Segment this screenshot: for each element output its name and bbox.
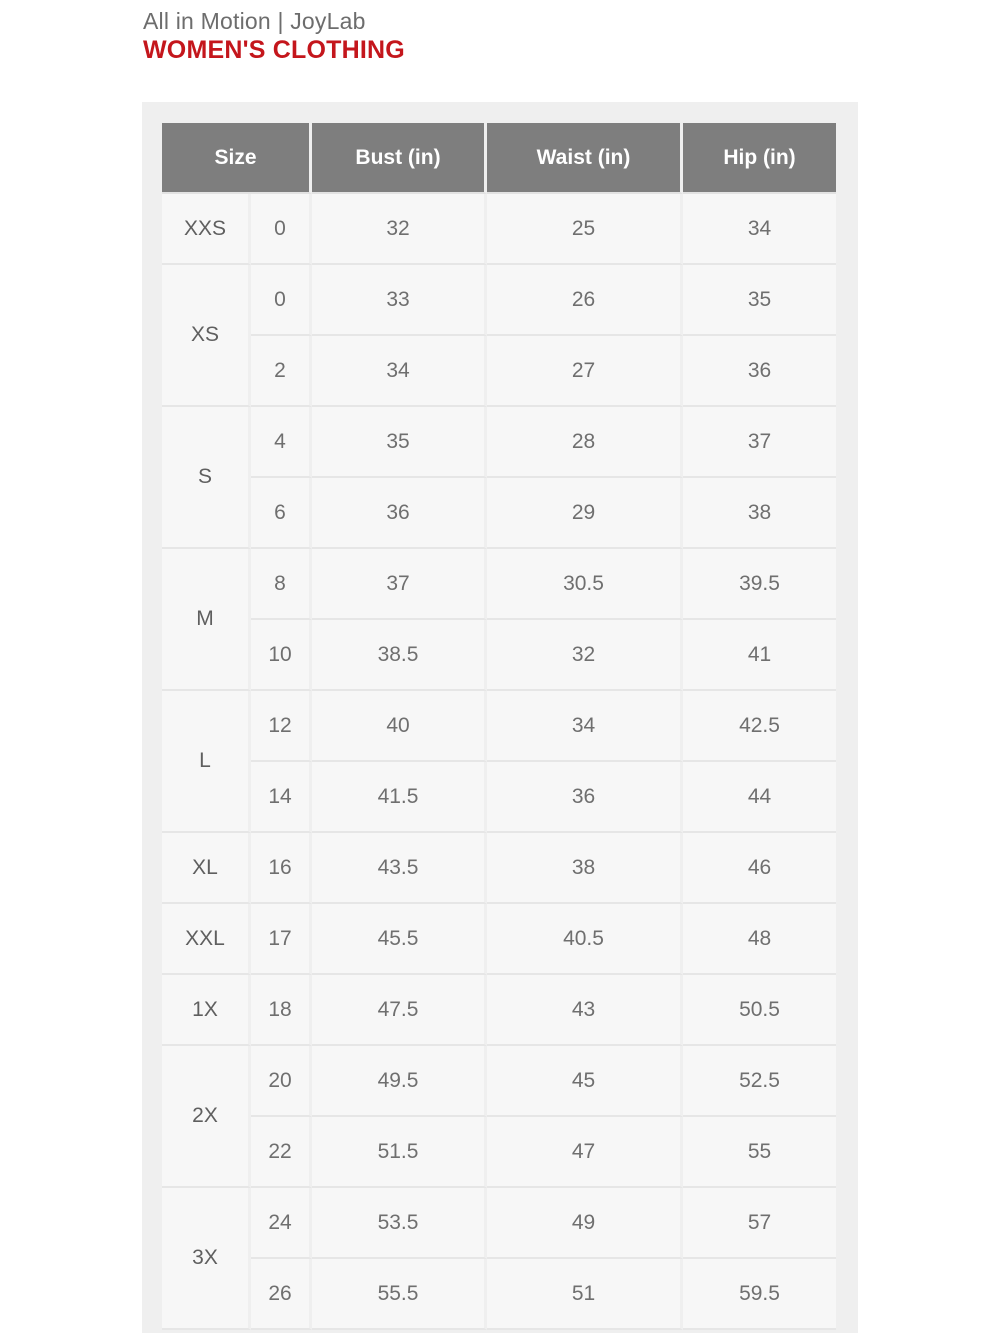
waist-cell: 26 bbox=[487, 265, 683, 336]
size-letter-cell: XXL bbox=[162, 904, 251, 975]
bust-cell: 47.5 bbox=[312, 975, 487, 1046]
size-number-cell: 20 bbox=[251, 1046, 312, 1117]
bust-cell: 53.5 bbox=[312, 1188, 487, 1259]
size-chart-table bbox=[162, 123, 836, 1330]
waist-cell: 32 bbox=[487, 620, 683, 691]
bust-cell: 34 bbox=[312, 336, 487, 407]
hip-cell: 39.5 bbox=[683, 549, 836, 620]
bust-cell: 45.5 bbox=[312, 904, 487, 975]
bust-cell: 51.5 bbox=[312, 1117, 487, 1188]
hip-cell: 34 bbox=[683, 194, 836, 265]
size-number-cell: 6 bbox=[251, 478, 312, 549]
header-row bbox=[162, 123, 836, 194]
hip-cell: 35 bbox=[683, 265, 836, 336]
table-row bbox=[162, 265, 836, 336]
hip-cell: 36 bbox=[683, 336, 836, 407]
table-row bbox=[162, 1046, 836, 1117]
bust-cell: 32 bbox=[312, 194, 487, 265]
size-number-cell: 10 bbox=[251, 620, 312, 691]
bust-cell: 37 bbox=[312, 549, 487, 620]
size-number-cell: 18 bbox=[251, 975, 312, 1046]
table-row bbox=[162, 904, 836, 975]
size-chart-body bbox=[162, 194, 836, 1330]
size-letter-cell: XL bbox=[162, 833, 251, 904]
bust-cell: 33 bbox=[312, 265, 487, 336]
table-row bbox=[162, 407, 836, 478]
table-row bbox=[162, 620, 836, 691]
size-letter-cell: L bbox=[162, 691, 251, 833]
hip-cell: 37 bbox=[683, 407, 836, 478]
hip-cell: 52.5 bbox=[683, 1046, 836, 1117]
hip-cell: 48 bbox=[683, 904, 836, 975]
waist-cell: 45 bbox=[487, 1046, 683, 1117]
size-letter-cell: 2X bbox=[162, 1046, 251, 1188]
bust-cell: 35 bbox=[312, 407, 487, 478]
hip-cell: 38 bbox=[683, 478, 836, 549]
size-letter-cell: S bbox=[162, 407, 251, 549]
size-number-cell: 8 bbox=[251, 549, 312, 620]
column-header-waist: Waist (in) bbox=[487, 123, 683, 194]
size-number-cell: 22 bbox=[251, 1117, 312, 1188]
waist-cell: 25 bbox=[487, 194, 683, 265]
table-row bbox=[162, 691, 836, 762]
size-letter-cell: XS bbox=[162, 265, 251, 407]
table-row bbox=[162, 1188, 836, 1259]
hip-cell: 50.5 bbox=[683, 975, 836, 1046]
brand-line: All in Motion | JoyLab bbox=[143, 8, 366, 34]
bust-cell: 36 bbox=[312, 478, 487, 549]
size-number-cell: 24 bbox=[251, 1188, 312, 1259]
size-letter-cell: 1X bbox=[162, 975, 251, 1046]
table-row bbox=[162, 833, 836, 904]
size-letter-cell: 3X bbox=[162, 1188, 251, 1330]
waist-cell: 29 bbox=[487, 478, 683, 549]
bust-cell: 55.5 bbox=[312, 1259, 487, 1330]
bust-cell: 49.5 bbox=[312, 1046, 487, 1117]
table-row bbox=[162, 549, 836, 620]
hip-cell: 59.5 bbox=[683, 1259, 836, 1330]
size-letter-cell: XXS bbox=[162, 194, 251, 265]
table-row bbox=[162, 975, 836, 1046]
table-row bbox=[162, 336, 836, 407]
size-number-cell: 2 bbox=[251, 336, 312, 407]
table-row bbox=[162, 1117, 836, 1188]
hip-cell: 41 bbox=[683, 620, 836, 691]
waist-cell: 51 bbox=[487, 1259, 683, 1330]
size-number-cell: 17 bbox=[251, 904, 312, 975]
category-title: WOMEN'S CLOTHING bbox=[143, 36, 405, 64]
waist-cell: 38 bbox=[487, 833, 683, 904]
size-number-cell: 0 bbox=[251, 265, 312, 336]
size-number-cell: 0 bbox=[251, 194, 312, 265]
waist-cell: 27 bbox=[487, 336, 683, 407]
waist-cell: 40.5 bbox=[487, 904, 683, 975]
table-row bbox=[162, 194, 836, 265]
waist-cell: 49 bbox=[487, 1188, 683, 1259]
size-number-cell: 16 bbox=[251, 833, 312, 904]
bust-cell: 41.5 bbox=[312, 762, 487, 833]
bust-cell: 43.5 bbox=[312, 833, 487, 904]
hip-cell: 42.5 bbox=[683, 691, 836, 762]
table-row bbox=[162, 478, 836, 549]
size-letter-cell: M bbox=[162, 549, 251, 691]
bust-cell: 40 bbox=[312, 691, 487, 762]
waist-cell: 36 bbox=[487, 762, 683, 833]
bust-cell: 38.5 bbox=[312, 620, 487, 691]
column-header-size: Size bbox=[162, 123, 312, 194]
hip-cell: 55 bbox=[683, 1117, 836, 1188]
waist-cell: 28 bbox=[487, 407, 683, 478]
waist-cell: 47 bbox=[487, 1117, 683, 1188]
column-header-hip: Hip (in) bbox=[683, 123, 836, 194]
waist-cell: 43 bbox=[487, 975, 683, 1046]
table-row bbox=[162, 762, 836, 833]
waist-cell: 30.5 bbox=[487, 549, 683, 620]
hip-cell: 46 bbox=[683, 833, 836, 904]
hip-cell: 57 bbox=[683, 1188, 836, 1259]
size-number-cell: 14 bbox=[251, 762, 312, 833]
waist-cell: 34 bbox=[487, 691, 683, 762]
size-number-cell: 26 bbox=[251, 1259, 312, 1330]
hip-cell: 44 bbox=[683, 762, 836, 833]
table-row bbox=[162, 1259, 836, 1330]
size-number-cell: 4 bbox=[251, 407, 312, 478]
size-number-cell: 12 bbox=[251, 691, 312, 762]
column-header-bust: Bust (in) bbox=[312, 123, 487, 194]
